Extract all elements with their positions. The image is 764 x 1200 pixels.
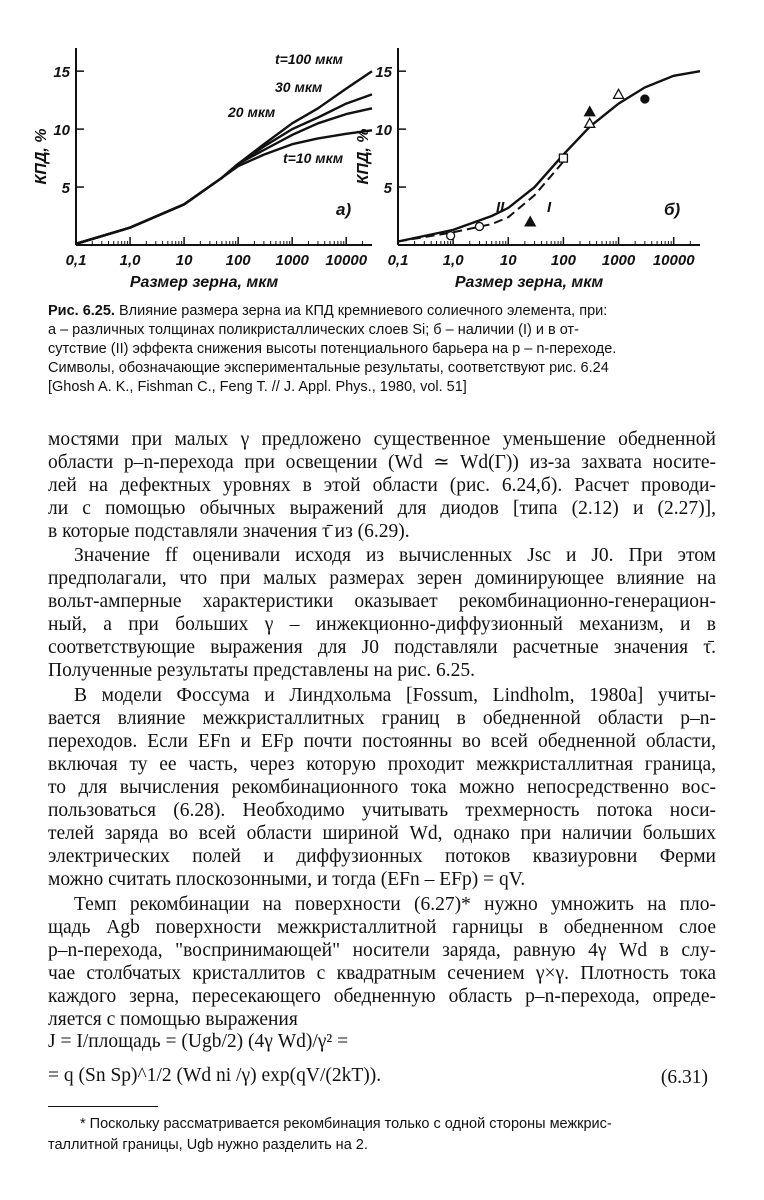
text-line: пользоваться (6.28). Необходимо учитывать трехмерность потока носи- (48, 800, 716, 821)
equation-number: (6.31) (660, 1067, 708, 1088)
panel-a-marks (33, 51, 372, 291)
text-line: соответствующие выражения для J0 подставляли расчетные значения τ̄. (48, 637, 716, 658)
text-line: лей на дефектных уровнях в этой области (рис. 6.24,б). Расчет проводи- (48, 475, 716, 496)
x-axis-label: Размер зерна, мкм (129, 274, 279, 291)
text-line: вается влияние межкристаллитных границ в обедненной области p–n- (48, 708, 716, 729)
footnote-line: таллитной границы, Ugb нужно разделить на 2. (48, 1137, 368, 1153)
paragraph-4 (48, 893, 716, 1031)
paragraph-1 (48, 428, 716, 543)
x-axis-label: Размер зерна, мкм (454, 274, 604, 291)
y-tick-label: 10 (375, 122, 392, 140)
x-tick-label: 1,0 (442, 252, 464, 269)
series-line (76, 130, 372, 244)
figure-6-25 (0, 0, 764, 300)
data-point (447, 232, 455, 240)
y-tick-label: 10 (53, 122, 70, 140)
footnote (48, 1114, 716, 1156)
panel-label: б) (664, 200, 681, 219)
text-line: включая ту ее часть, через которую проходит межкристаллитная граница, (48, 754, 716, 775)
curve-label: 30 мкм (275, 79, 323, 95)
curve-label: t=10 мкм (283, 150, 344, 166)
y-axis-label: КПД, % (355, 128, 372, 185)
text-line: p–n-перехода, "воспринимающей" носители заряда, равную 4γ Wd в слу- (48, 940, 716, 961)
x-tick-label: 1,0 (119, 252, 141, 269)
x-tick-label: 10 (499, 252, 517, 269)
text-line: мостями при малых γ предложено существенное уменьшение обедненной (48, 429, 716, 450)
paragraph-3 (48, 684, 716, 891)
text-line: каждого зерна, пересекающего обедненную область p–n-перехода, опреде- (48, 986, 716, 1007)
text-line: В модели Фоссума и Линдхольма [Fossum, Lindholm, 1980a] учиты- (74, 685, 716, 706)
panel-b-marks (355, 64, 700, 291)
text-line: можно считать плоскозонными, и тогда (EFn – EFp) = qV. (48, 869, 526, 890)
data-point (475, 222, 483, 230)
text-line: области p–n-перехода при освещении (Wd ≃ Wd(Γ)) из-за захвата носите- (48, 452, 716, 473)
y-axis-label: КПД, % (33, 128, 50, 185)
data-point (614, 89, 624, 98)
text-line: Значение ff оценивали исходя из вычисленных Jsc и J0. При этом (74, 545, 716, 566)
data-point (585, 107, 595, 116)
y-tick-label: 15 (53, 64, 70, 82)
data-point (525, 217, 535, 226)
text-line: то для вычисления рекомбинационного тока можно непосредственно вос- (48, 777, 716, 798)
caption-line: Символы, обозначающие экспериментальные результаты, соответствуют рис. 6.24 (48, 360, 609, 376)
curve-label-I: I (547, 199, 552, 216)
text-line: предполагали, что при малых размерах зерен доминирующее влияние на (48, 568, 716, 589)
text-line: ляется с помощью выражения (48, 1009, 298, 1030)
x-tick-label: 10000 (652, 252, 695, 269)
footnote-rule (48, 1106, 158, 1107)
x-tick-label: 1000 (275, 252, 309, 269)
caption-line: [Ghosh A. K., Fishman C., Feng T. // J. Appl. Phys., 1980, vol. 51] (48, 379, 467, 395)
x-tick-label: 100 (225, 252, 251, 269)
text-line: Полученные результаты представлены на рис. 6.25. (48, 660, 476, 681)
text-line: телей заряда во всей области шириной Wd, однако при наличии больших (48, 823, 716, 844)
paragraph-2 (48, 544, 716, 682)
data-point (641, 95, 649, 103)
text-line: электрических полей и диффузионных потоков квазиуровни Ферми (48, 846, 716, 867)
text-line: вольт-амперные характеристики оказывает рекомбинационно-генерацион- (48, 591, 716, 612)
y-tick-label: 5 (61, 180, 70, 198)
text-line: в которые подставляли значения τ̄ из (6.29). (48, 521, 410, 542)
y-tick-label: 15 (375, 64, 392, 82)
y-tick-label: 5 (383, 180, 392, 198)
equation-line-2: = q (Sn Sp)^1/2 (Wd ni /γ) exp(qV/(2kT)). (48, 1065, 382, 1086)
footnote-line: * Поскольку рассматривается рекомбинация только с одной стороны межкрис- (80, 1116, 612, 1132)
equation-line-1: J = I/площадь = (Ugb/2) (4γ Wd)/γ² = (48, 1031, 349, 1052)
curve-label-II: II (496, 199, 505, 216)
curve-label: t=100 мкм (275, 51, 343, 67)
x-tick-label: 100 (550, 252, 576, 269)
series-line (76, 94, 372, 243)
panel-label: а) (336, 200, 352, 219)
figure-caption (48, 302, 716, 397)
text-line: переходов. Если EFn и EFp почти постоянны во всей обедненной области, (48, 731, 716, 752)
text-line: щадь Agb поверхности межкристаллитной гарницы в обедненном слое (48, 917, 716, 938)
x-tick-label: 0,1 (387, 252, 409, 269)
caption-line: а – различных толщинах поликристаллических слоев Si; б – наличии (I) и в от- (48, 322, 579, 338)
caption-line: Влияние размера зерна иа КПД кремниевого солиечного элемента, при: (114, 303, 608, 319)
curve-label: 20 мкм (228, 104, 276, 120)
caption-label: Рис. 6.25. (48, 303, 115, 319)
text-line: ный, а при больших γ – инжекционно-диффузионный механизм, и в (48, 614, 716, 635)
text-line: Темп рекомбинации на поверхности (6.27)* нужно умножить на пло- (74, 894, 716, 915)
x-tick-label: 0,1 (65, 252, 87, 269)
panel-a (76, 48, 372, 245)
x-tick-label: 10000 (325, 252, 368, 269)
text-line: ли с помощью обычных выражений для диодов [типа (2.12) и (2.27)], (48, 498, 716, 519)
text-line: чае столбчатых кристаллитов с квадратным сечением γ×γ. Плотность тока (48, 963, 716, 984)
equation-6-31 (48, 1030, 716, 1098)
figure-svg (0, 0, 764, 300)
x-tick-label: 10 (175, 252, 193, 269)
x-tick-label: 1000 (601, 252, 636, 269)
caption-line: сутствие (II) эффекта снижения высоты потенциального барьера на p – n-переходе. (48, 341, 617, 357)
data-point (559, 154, 567, 162)
